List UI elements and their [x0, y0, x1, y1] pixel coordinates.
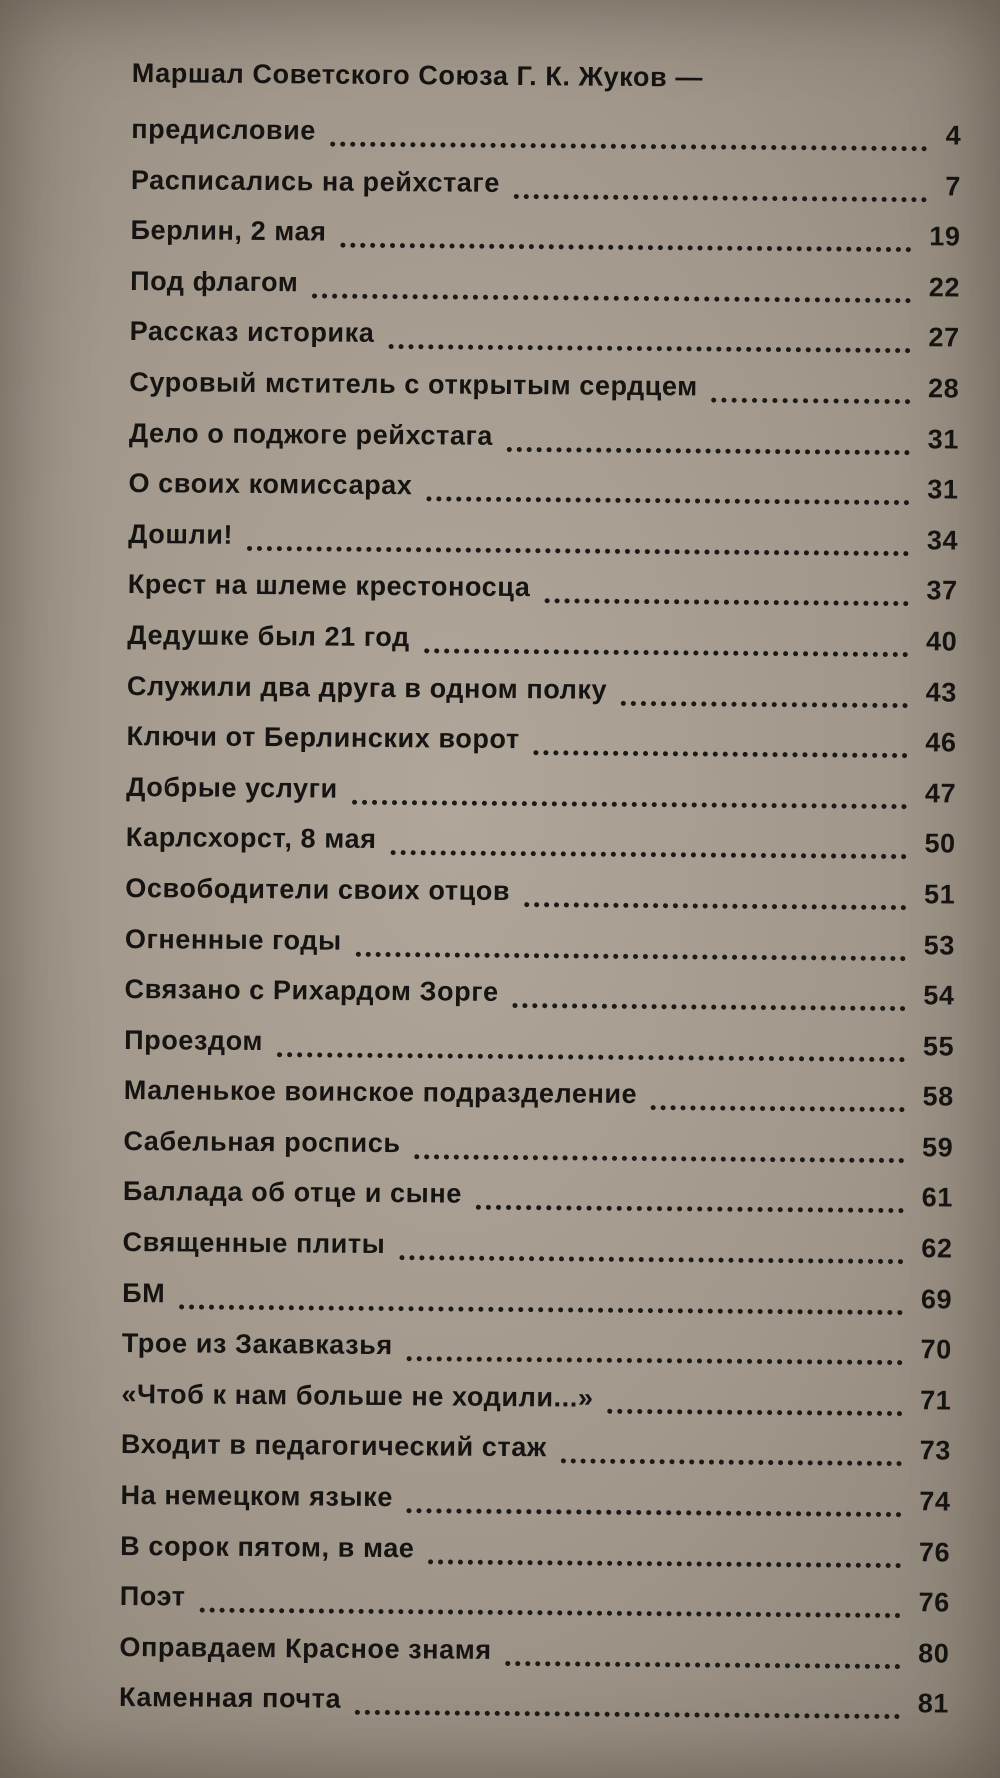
toc-entry [130, 306, 960, 363]
dot-leader [340, 221, 911, 252]
toc-entry-page-number: 43 [925, 676, 958, 708]
dot-leader [406, 1486, 901, 1517]
toc-entry-title: Огненные годы [124, 923, 342, 956]
toc-entry-title: Берлин, 2 мая [130, 215, 327, 247]
toc-entry-title: Баллада об отце и сыне [122, 1176, 463, 1210]
toc-entry-title: Расписались на рейхстаге [130, 164, 501, 198]
dot-leader [621, 678, 908, 707]
toc-entry-title: Связано с Рихардом Зорге [124, 974, 499, 1008]
toc-entry-title: В сорок пятом, в мае [120, 1530, 415, 1563]
toc-entry [122, 1217, 952, 1274]
toc-entry-page-number: 76 [918, 1536, 951, 1568]
dot-leader [352, 777, 907, 808]
toc-entry-page-number: 4 [945, 120, 962, 151]
toc-entry-page-number: 7 [945, 170, 962, 202]
dot-leader [651, 1083, 905, 1112]
toc-entry [132, 44, 962, 111]
dot-leader [179, 1282, 903, 1315]
toc-entry-title: Крест на шлеме крестоносца [127, 569, 531, 603]
toc-entry-page-number: 40 [925, 626, 958, 657]
toc-entry-page-number: 31 [927, 423, 960, 455]
toc-entry-title: Каменная почта [118, 1682, 342, 1715]
toc-entry-page-number: 73 [919, 1435, 952, 1466]
toc-entry-title: Служили два друга в одном полку [126, 670, 608, 705]
toc-entry [122, 1318, 952, 1375]
toc-entry-page-number: 51 [923, 879, 956, 910]
dot-leader [355, 1688, 900, 1719]
toc-entry-title: Трое из Закавказья [121, 1328, 393, 1361]
toc-entry [120, 1470, 950, 1527]
toc-entry-title: Суровый мститель с открытым сердцем [129, 366, 698, 402]
toc-entry-page-number: 70 [920, 1334, 952, 1365]
table-of-contents [119, 44, 962, 1729]
toc-entry [124, 1065, 954, 1122]
toc-entry-page-number: 54 [923, 980, 955, 1011]
toc-entry-title: Священные плиты [122, 1227, 386, 1260]
dot-leader [200, 1586, 901, 1619]
toc-entry-title: Оправдаем Красное знамя [119, 1631, 492, 1665]
toc-entry-page-number: 62 [921, 1233, 953, 1264]
dot-leader [607, 1387, 902, 1416]
dot-leader [407, 1334, 903, 1365]
dot-leader [507, 425, 910, 455]
toc-entry-page-number: 50 [924, 828, 956, 859]
toc-entry-title: О своих комиссарах [128, 468, 413, 501]
toc-entry-title: Ключи от Берлинских ворот [126, 721, 520, 755]
dot-leader [424, 626, 908, 657]
toc-entry-title: Рассказ историка [129, 316, 375, 349]
toc-entry [129, 408, 959, 465]
toc-entry-title: БМ [122, 1277, 166, 1308]
toc-entry-title: Дошли! [128, 518, 234, 550]
toc-entry [125, 863, 955, 920]
toc-entry-title: Под флагом [130, 265, 299, 298]
toc-entry-page-number: 55 [922, 1030, 955, 1062]
toc-entry-title: Проездом [124, 1024, 264, 1056]
toc-entry-page-number: 53 [923, 929, 956, 960]
toc-entry-page-number: 31 [927, 474, 959, 505]
toc-entry [124, 1015, 954, 1072]
dot-leader [512, 981, 905, 1011]
dot-leader [330, 120, 927, 152]
toc-entry-page-number: 28 [927, 373, 960, 404]
dot-leader [277, 1030, 905, 1062]
toc-entry [128, 458, 958, 515]
toc-entry-title: «Чтоб к нам больше не ходили...» [121, 1378, 594, 1413]
toc-entry [119, 1622, 949, 1679]
toc-entry [124, 964, 954, 1021]
toc-entry-page-number: 22 [928, 272, 961, 303]
toc-entry [121, 1419, 951, 1476]
toc-entry-title: Маленькое воинское подразделение [123, 1075, 638, 1110]
toc-entry [131, 155, 961, 212]
toc-entry [125, 913, 955, 970]
toc-entry [130, 256, 960, 313]
dot-leader [524, 880, 906, 910]
toc-entry-page-number: 80 [918, 1638, 950, 1669]
toc-entry-title: Входит в педагогический стаж [120, 1429, 547, 1463]
toc-entry-page-number: 46 [925, 727, 957, 758]
toc-entry-title: Дедушке был 21 год [127, 619, 410, 653]
dot-leader [312, 271, 911, 303]
toc-entry-page-number: 34 [926, 525, 959, 556]
dot-leader [247, 524, 909, 556]
toc-entry [128, 559, 958, 616]
dot-leader [533, 728, 907, 758]
dot-leader [476, 1183, 904, 1213]
toc-entry [128, 509, 958, 566]
dot-leader [356, 929, 906, 960]
toc-entry-page-number: 74 [919, 1486, 951, 1517]
toc-entry-page-number: 47 [924, 777, 957, 809]
toc-entry-title: Добрые услуги [126, 771, 338, 804]
toc-entry-page-number: 69 [920, 1283, 953, 1315]
toc-entry-title: Маршал Советского Союза Г. К. Жуков — [131, 57, 704, 93]
toc-entry [123, 1166, 953, 1223]
dot-leader [426, 474, 909, 505]
toc-entry [126, 762, 956, 819]
toc-entry-page-number: 27 [928, 322, 960, 353]
toc-entry-title: Дело о поджоге рейхстага [128, 417, 494, 451]
toc-entry [131, 104, 961, 161]
dot-leader [561, 1437, 902, 1467]
toc-entry-page-number: 58 [922, 1081, 954, 1112]
dot-leader [711, 376, 910, 405]
toc-entry-title: предисловие [131, 113, 317, 146]
toc-entry-page-number: 76 [918, 1587, 950, 1618]
toc-entry-title: На немецком языке [120, 1479, 394, 1513]
toc-entry [120, 1571, 950, 1628]
toc-entry-title: Освободители своих отцов [125, 872, 511, 906]
dot-leader [389, 322, 911, 353]
toc-entry [122, 1268, 952, 1325]
toc-entry [127, 610, 957, 667]
toc-entry-page-number: 61 [921, 1182, 954, 1213]
dot-leader [514, 172, 927, 202]
toc-entry [126, 711, 956, 768]
toc-entry-page-number: 59 [922, 1132, 954, 1163]
toc-entry-title: Сабельная роспись [123, 1125, 401, 1159]
toc-entry [127, 661, 957, 718]
toc-entry [130, 205, 960, 262]
dot-leader [545, 577, 909, 607]
dot-leader [428, 1537, 901, 1568]
dot-leader [399, 1233, 903, 1264]
toc-entry-title: Поэт [119, 1581, 186, 1612]
dot-leader [391, 828, 907, 859]
toc-entry [129, 357, 959, 414]
toc-entry-page-number: 19 [929, 221, 961, 252]
dot-leader [414, 1132, 904, 1163]
dot-leader [505, 1639, 900, 1669]
toc-entry [123, 1116, 953, 1173]
toc-entry [120, 1521, 950, 1578]
toc-entry-page-number: 71 [920, 1385, 952, 1416]
toc-entry-title: Карлсхорст, 8 мая [125, 822, 377, 855]
toc-entry-page-number: 81 [917, 1688, 950, 1719]
toc-entry-page-number: 37 [926, 575, 958, 606]
toc-entry [119, 1672, 949, 1729]
toc-entry [121, 1369, 951, 1426]
toc-entry [126, 812, 956, 869]
